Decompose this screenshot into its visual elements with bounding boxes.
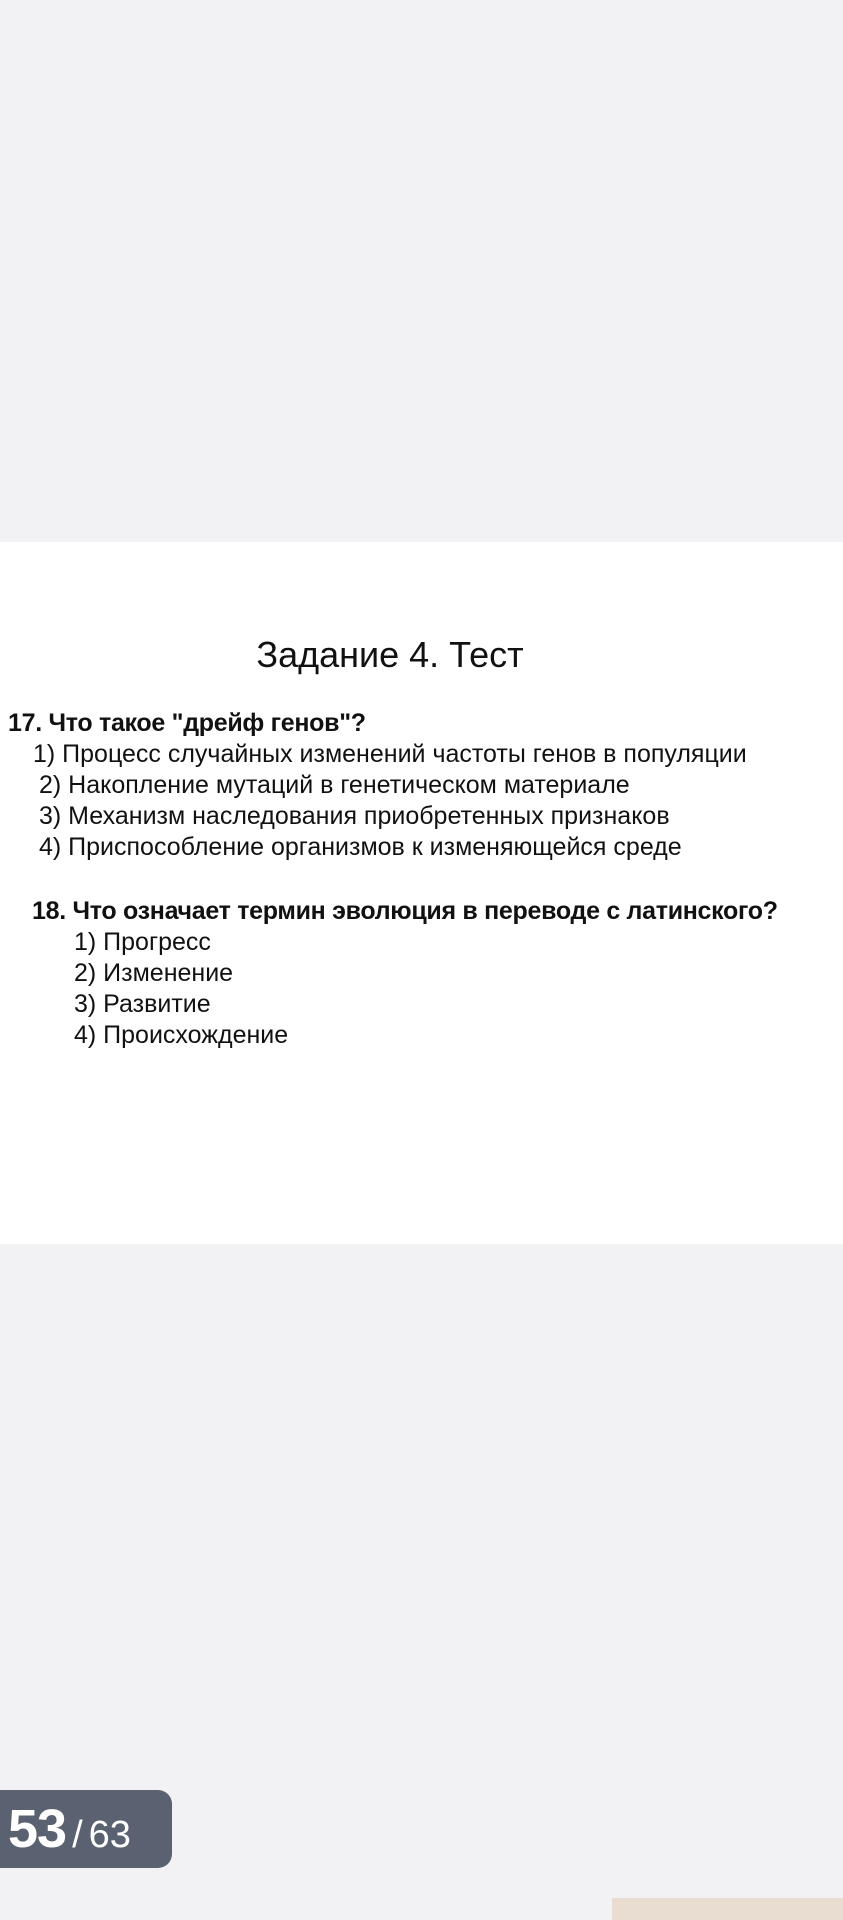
- page-separator: /: [72, 1814, 83, 1856]
- next-content-strip: [0, 1898, 843, 1920]
- answer-option: 2) Изменение: [74, 959, 234, 987]
- answer-options: [74, 927, 778, 1051]
- question-17: [8, 708, 747, 863]
- question-title: 18. Что означает термин эволюция в переводе с латинского?: [32, 897, 778, 925]
- answer-option: 3) Развитие: [74, 990, 211, 1018]
- answer-option: 1) Процесс случайных изменений частоты генов в популяции: [33, 740, 747, 768]
- answer-option: 4) Приспособление организмов к изменяющейся среде: [39, 833, 682, 861]
- answer-options: [33, 739, 747, 863]
- answer-option: 2) Накопление мутаций в генетическом материале: [39, 771, 630, 799]
- answer-option: 3) Механизм наследования приобретенных признаков: [39, 802, 670, 830]
- content-thumbnail[interactable]: [612, 1898, 843, 1920]
- page-counter[interactable]: [0, 1790, 172, 1868]
- total-pages-number: 63: [88, 1814, 131, 1856]
- slide-title: Задание 4. Тест: [256, 634, 524, 675]
- current-page-number: 53: [8, 1799, 67, 1859]
- question-18: [32, 896, 778, 1051]
- answer-option: 4) Происхождение: [74, 1021, 289, 1049]
- answer-option: 1) Прогресс: [74, 928, 211, 956]
- question-title: 17. Что такое "дрейф генов"?: [8, 709, 366, 737]
- slide-page: [0, 542, 843, 1244]
